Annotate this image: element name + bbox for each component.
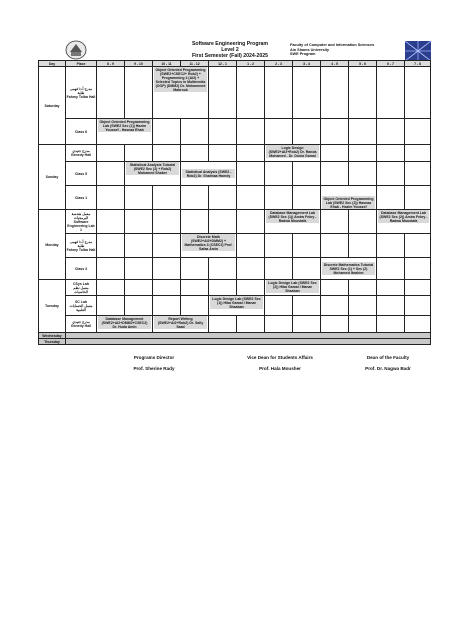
signature-name: Prof. Hala Mousher — [259, 366, 301, 371]
header-slot: 10 - 11 — [153, 61, 181, 67]
day-wednesday: Wednesday — [39, 333, 66, 339]
university-name: Ain Shams University — [290, 47, 330, 52]
place-class-1: Class 1 — [66, 186, 97, 210]
place-genedy-hall: مدرج جنيدي Genedy Hall — [66, 145, 97, 162]
header-place: Place — [66, 61, 97, 67]
header-slot: 3 - 4 — [293, 61, 321, 67]
signature-programs-director — [89, 352, 219, 374]
signature-role: Dean of the Faculty — [366, 355, 410, 360]
header-slot: 6 - 7 — [377, 61, 405, 67]
session-cell: Object Oriented Programming Lab (SWE2 Sec (1)) Hazim Youssef - Hasnaa Ehab — [99, 119, 150, 132]
table-row — [39, 119, 431, 145]
session-cell: Discrete Mathematics Tutorial SWE2 Sec (1) + Sec (2) Mohamed Ibrahim — [323, 262, 374, 275]
session-cell: Statistical Analysis Tutorial (SWE2 Sec (2) + Rob2) Mohamed Shaker — [126, 162, 179, 175]
place-class-5: Class 5 — [66, 162, 97, 186]
table-row — [39, 162, 431, 186]
table-row — [39, 234, 431, 258]
session-cell: Logic Design (SWE2+AI2+Rob2) Dr. Randa Mohamed - Dr. Donia Gamal — [266, 145, 319, 158]
signature-role: Programs Director — [133, 355, 175, 360]
place-fahmy-hall-monday: مدرج أ.د/ فهمى طلبة Fahmy Tolba Hall — [66, 234, 97, 258]
schedule-title — [150, 41, 310, 59]
header-slot: 7 - 8 — [405, 61, 431, 67]
signature-role: Vice Dean for Students Affairs — [247, 355, 313, 360]
timetable — [38, 60, 431, 345]
header-slot: 1 - 2 — [237, 61, 265, 67]
place-class-3: Class 3 — [66, 258, 97, 280]
place-genedy-hall-tuesday: مدرج جنيدي Genedy Hall — [66, 316, 97, 333]
session-cell: Database Management Lab (SWE2 Sec (2)) Amira Fekry - Radwa Moustafa — [379, 210, 428, 223]
place-class-6: Class 6 — [66, 119, 97, 145]
header-slot: 5 - 6 — [349, 61, 377, 67]
faculty-name: Faculty of Computer and Information Sciences — [290, 43, 375, 47]
day-sunday: Sunday — [39, 145, 66, 210]
session-cell: Logic Design Lab (SWE2 Sec (1)) Hiba Gamal / Manar Shaaban — [210, 296, 263, 309]
title-program: Software Engineering Program — [191, 41, 269, 47]
title-level: Level 2 — [221, 47, 239, 53]
table-row — [39, 210, 431, 234]
table-row — [39, 145, 431, 162]
faculty-info — [290, 43, 400, 57]
signature-dean — [323, 352, 453, 374]
table-row — [39, 316, 431, 333]
header-slot: 11 - 12 — [181, 61, 209, 67]
day-saturday: Saturday — [39, 67, 66, 145]
place-sc-lab: SC Lab معمل الحسابات العلمية — [66, 296, 97, 316]
place-fahmy-hall: مدرج أ.د/ فهمى طلبة Fahmy Tolba Hall — [66, 67, 97, 119]
header-slot: 8 - 9 — [97, 61, 125, 67]
table-row — [39, 339, 431, 345]
place-csys-lab: CSys Lab معمل نظم الحاسبات — [66, 280, 97, 296]
header-slot: 2 - 3 — [265, 61, 293, 67]
table-row — [39, 296, 431, 316]
session-cell: Logic Design Lab (SWE2 Sec (2)) Hiba Gamal / Manar Shaaban — [266, 280, 319, 293]
session-cell: Object Oriented Programming Lab (SWE2 Sec (2)) Hasnaa Ehab - Hazim Youssef — [323, 196, 374, 209]
header-slot: 12 - 1 — [209, 61, 237, 67]
place-sw-lab-1: معمل هندسة البرمجيات Software Engineering Lab 1 — [67, 211, 95, 232]
program-name: SWE Program — [290, 52, 316, 57]
session-cell: Database Management Lab (SWE2 Sec (1)) Amira Fekry - Radwa Moustafa — [266, 210, 319, 223]
table-row — [39, 186, 431, 210]
signature-name: Prof. Sherine Rady — [133, 366, 175, 371]
university-logo-icon — [64, 40, 88, 60]
faculty-logo-icon — [404, 40, 432, 62]
day-monday: Monday — [39, 210, 66, 280]
session-cell: Database Management (SWE2+AI2+DMM2+CSEC2) Dr. Huda Amin — [98, 316, 151, 329]
session-cell: Object Oriented Programming (SWE2+CSEC2+ Rob2) + Programming 4 (AI2) + Selected Topics in Multimedia (OOP) (DMM2) Dr. Mohammed Mabrouk — [155, 67, 206, 92]
day-tuesday: Tuesday — [39, 280, 66, 333]
header-slot: 4 - 5 — [321, 61, 349, 67]
session-cell: Statistical Analysis (SWE2 - Rob2) Dr. Shaimaa Hamdy — [182, 169, 235, 178]
header-slot: 9 - 10 — [125, 61, 153, 67]
table-row — [39, 280, 431, 296]
title-semester: First Semester (Fall) 2024-2025 — [191, 53, 269, 59]
table-row — [39, 258, 431, 280]
signature-name: Prof. Dr. Nagwa Badr — [365, 366, 411, 371]
day-thursday: Thursday — [39, 339, 66, 345]
table-row — [39, 67, 431, 119]
session-cell: Report Writing (SWE2+AI2+Rob2) Dr. Sally Saad — [154, 316, 207, 329]
header-day: Day — [39, 61, 66, 67]
session-cell: Discrete Math (SWE2+AI2+DMM2) + Mathematics 3 (CSEC2) Prof. Safaa Amin — [182, 234, 235, 251]
